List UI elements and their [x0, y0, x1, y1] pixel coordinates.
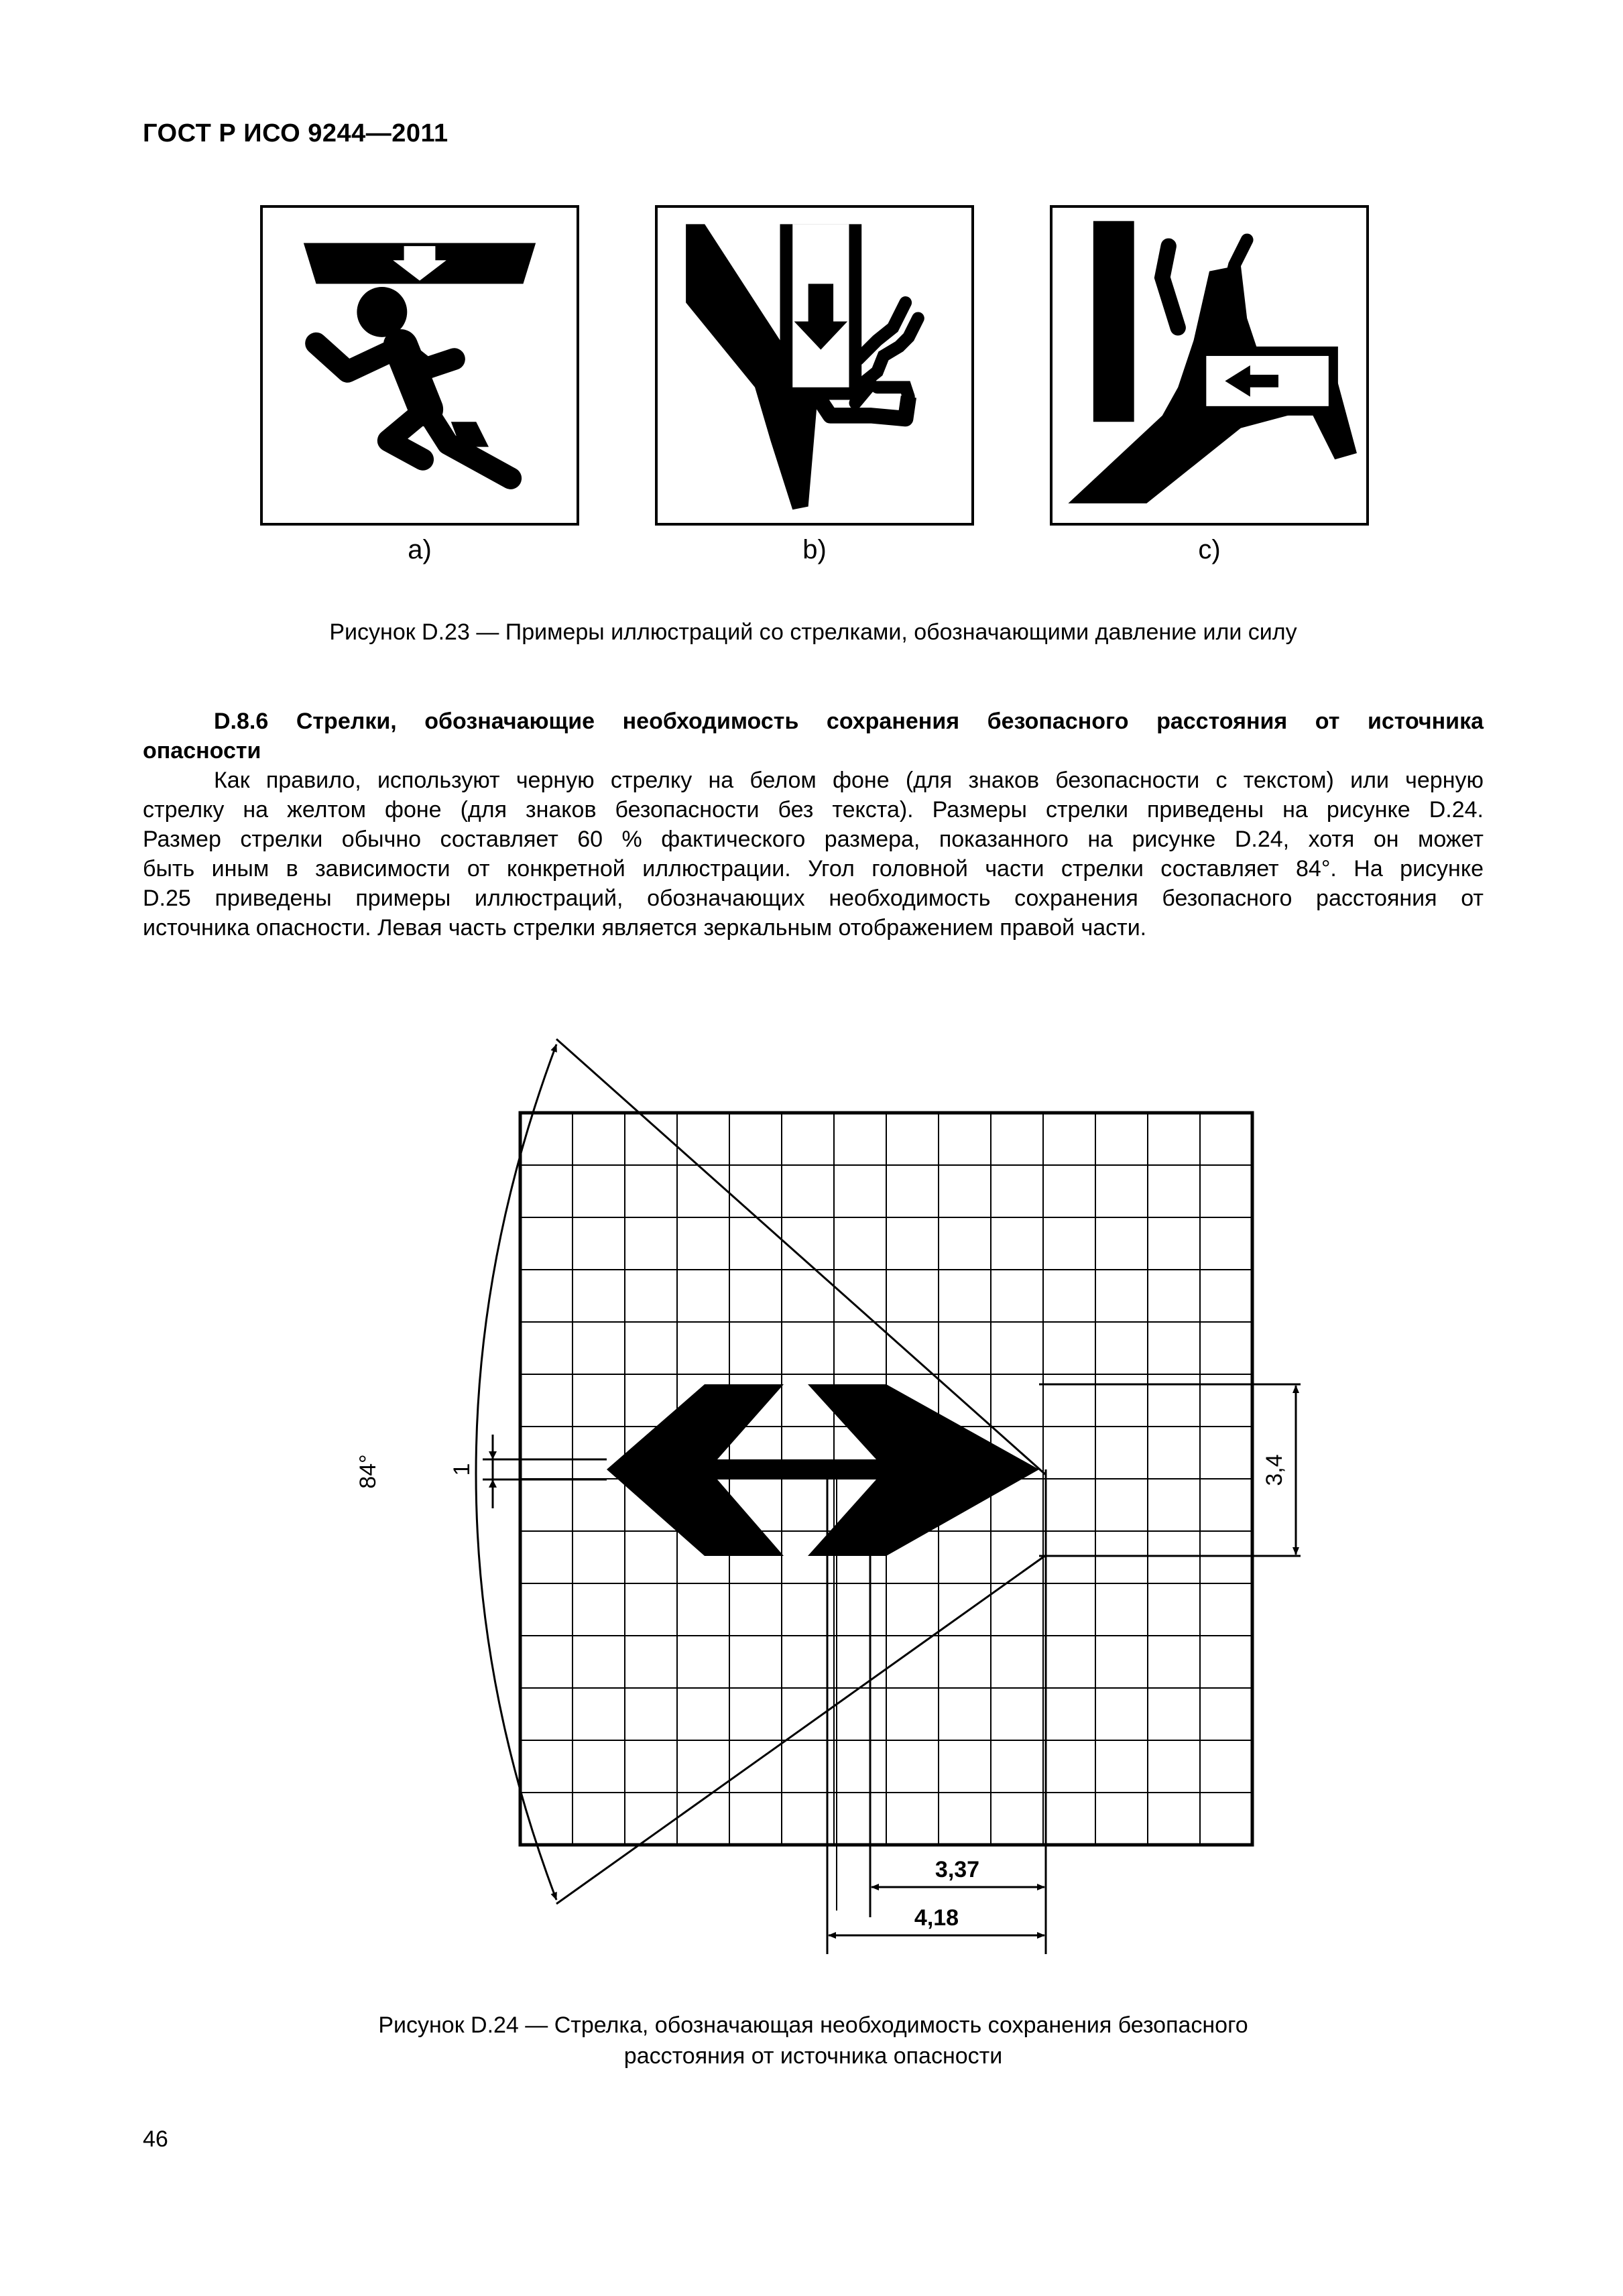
figure-d23-panel-a — [260, 205, 579, 526]
paragraph-line: источника опасности. Левая часть стрелки является зеркальным отображением правой части. — [143, 915, 1147, 941]
dim-half-length-label: 4,18 — [914, 1905, 959, 1931]
paragraph-line: D.25 приведены примеры иллюстраций, обозначающих необходимость сохранения безопасного расстояния от — [143, 886, 1484, 911]
paragraph-line: стрелку на желтом фоне (для знаков безопасности без текста). Размеры стрелки приведены на рисунке D.24. — [143, 797, 1484, 823]
figure-d24-caption — [143, 2010, 1484, 2071]
section-heading: D.8.6 Стрелки, обозначающие необходимость сохранения безопасного расстояния от источника — [214, 709, 1484, 734]
angle-label: 84° — [355, 1454, 381, 1489]
panel-a-label: a) — [408, 535, 432, 564]
press-crush-hand-icon — [658, 208, 971, 523]
figure-d23-caption: Рисунок D.23 — Примеры иллюстраций со стрелками, обозначающими давление или силу — [329, 619, 1297, 645]
panel-b-label: b) — [802, 535, 827, 564]
figure-d23-panel-c — [1050, 205, 1369, 526]
paragraph-line: Размер стрелки обычно составляет 60 % фактического размера, показанного на рисунке D.24, хотя он может — [143, 827, 1484, 852]
paragraph-line: быть иным в зависимости от конкретной иллюстрации. Угол головной части стрелки составляет 84°. На рисунке — [143, 856, 1484, 882]
dim-head-length-label: 3,37 — [935, 1857, 980, 1882]
falling-load-crush-person-icon — [263, 208, 577, 523]
figure-d24-caption-line1: Рисунок D.24 — Стрелка, обозначающая необходимость сохранения безопасного — [378, 2012, 1248, 2038]
angle-line-upper — [556, 1039, 1046, 1475]
dim-head-height-label: 3,4 — [1262, 1454, 1287, 1486]
angle-arc — [476, 1044, 556, 1900]
section-d86 — [143, 707, 1484, 943]
paragraph-line: Как правило, используют черную стрелку на белом фоне (для знаков безопасности с текстом) или черную — [214, 768, 1484, 793]
angle-line-lower — [556, 1555, 1046, 1904]
page-number: 46 — [143, 2126, 168, 2152]
figure-d24-arrow-drawing — [335, 1019, 1341, 1971]
dim-shaft-label: 1 — [449, 1463, 475, 1476]
panel-c-label: c) — [1198, 535, 1221, 564]
section-heading-continued: опасности — [143, 738, 261, 764]
figure-d24-caption-line2: расстояния от источника опасности — [623, 2043, 1003, 2069]
document-header: ГОСТ Р ИСО 9244—2011 — [143, 119, 448, 147]
figure-d23-panel-b — [655, 205, 974, 526]
side-crush-hand-icon — [1053, 208, 1366, 523]
